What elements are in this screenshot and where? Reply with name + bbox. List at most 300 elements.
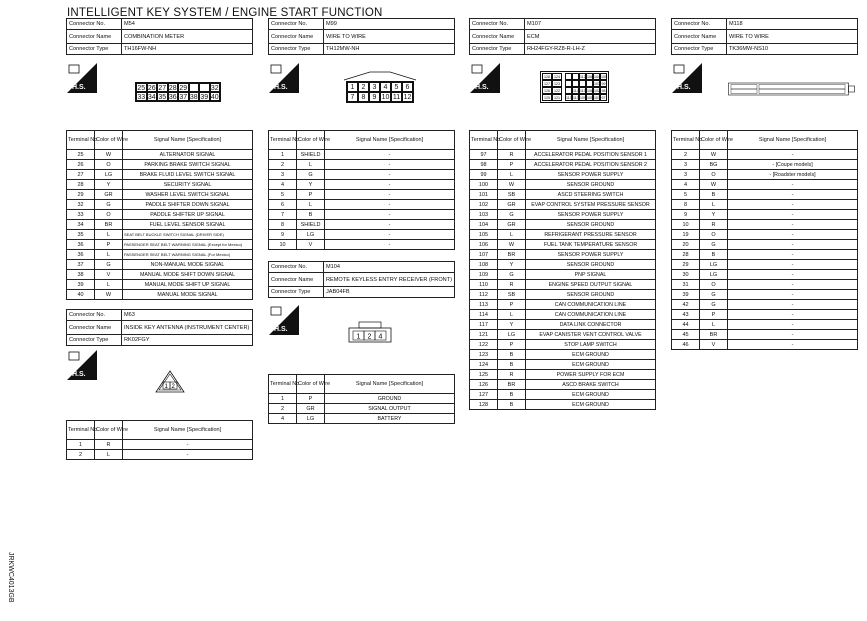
terminal-cell: 9 <box>672 210 700 220</box>
connector-pin: 98 <box>601 89 606 93</box>
table-row <box>672 290 858 300</box>
table-row <box>269 210 455 220</box>
signal-cell: ENGINE SPEED OUTPUT SIGNAL <box>526 280 656 290</box>
terminal-cell: 29 <box>67 190 95 200</box>
signal-cell: - <box>728 280 858 290</box>
color-cell: G <box>700 300 728 310</box>
harness-side-icon <box>672 63 702 93</box>
terminal-cell: 3 <box>672 160 700 170</box>
terminal-cell: 103 <box>470 210 498 220</box>
color-cell: LG <box>498 330 526 340</box>
connector-m63-info: Connector No. M63 Connector Name INSIDE KEY ANTENNA (INSTRUMENT CENTER) Connector Type RK02FGY <box>66 309 253 346</box>
signal-cell: ACCELERATOR PEDAL POSITION SENSOR 1 <box>526 150 656 160</box>
color-cell: P <box>95 240 123 250</box>
color-cell: P <box>700 310 728 320</box>
terminal-cell: 124 <box>470 360 498 370</box>
signal-cell: - <box>728 210 858 220</box>
table-row <box>269 230 455 240</box>
m104-type: JAB04FB <box>324 287 455 298</box>
color-cell: P <box>498 160 526 170</box>
m54-terminal-table: Terminal No. Color of Wire Signal Name [Specification] 25 W ALTERNATOR SIGNAL 26 O PARKING BRAKE SWITCH SIGNAL 27 LG BRAKE FLUID LEVEL SWITCH SIGNAL 28 Y SECURITY SIGNAL 29 GR WASHER LEVEL SWITCH SIGNAL 32 G PADDLE SHIFTER DOWN SIGNAL 33 O PADDLE SHIFTER UP SIGNAL 34 BR FUEL LEVEL SENSOR SIGNAL 35 L SEAT BELT BUCKLE SWITCH SIGNAL (DRIVER SIDE) 36 P PASSENGER SEAT BELT WARNING SIGNAL (Except for Mexico) 36 L PASSENGER SEAT BELT WARNING SIGNAL (For Mexico) 37 G NON-MANUAL MODE SIGNAL 38 V MANUAL MODE SHIFT DOWN SIGNAL 39 L MANUAL MODE SHIFT UP SIGNAL 40 W MANUAL MODE SIGNAL <box>66 130 253 300</box>
signal-cell: FUEL TANK TEMPERATURE SENSOR <box>526 240 656 250</box>
signal-cell: - <box>325 170 455 180</box>
table-row <box>67 220 253 230</box>
m118-no: M118 <box>727 19 858 30</box>
color-cell: BR <box>498 380 526 390</box>
connector-pin: 105 <box>587 96 593 100</box>
connector-m54-info: Connector No. M54 Connector Name COMBINATION METER Connector Type TH16FW-NH <box>66 18 253 55</box>
table-row <box>67 450 253 460</box>
color-cell: SHIELD <box>297 220 325 230</box>
table-row <box>269 180 455 190</box>
color-cell: SHIELD <box>297 150 325 160</box>
terminal-cell: 112 <box>470 290 498 300</box>
table-row <box>67 190 253 200</box>
terminal-cell: 8 <box>672 200 700 210</box>
signal-cell: MANUAL MODE SHIFT UP SIGNAL <box>123 280 253 290</box>
table-row <box>67 440 253 450</box>
connector-pin: 26 <box>147 85 156 92</box>
table-row <box>470 190 656 200</box>
m118-terminal-table: Terminal No. Color of Wire Signal Name [Specification] 2 W - 3 BG - [Coupe models] 3 O - [Roadster models] 4 W - 5 B - 8 L - 9 Y - 10 R - 19 O - 20 G - 28 B - 29 LG - 30 LG - 31 O - 39 G - 42 G - 43 P - 44 L - 45 BR - 46 V - <box>671 130 858 350</box>
connector-pin: 103 <box>594 82 600 86</box>
color-cell: W <box>498 240 526 250</box>
connector-pin: 25 <box>137 85 146 92</box>
terminal-cell: 2 <box>672 150 700 160</box>
table-row <box>67 270 253 280</box>
terminal-cell: 39 <box>672 290 700 300</box>
table-row <box>269 200 455 210</box>
signal-cell: ECM GROUND <box>526 350 656 360</box>
terminal-cell: 102 <box>470 200 498 210</box>
terminal-cell: 42 <box>672 300 700 310</box>
table-row <box>672 230 858 240</box>
terminal-cell: 4 <box>269 180 297 190</box>
connector-pin: 34 <box>147 94 156 101</box>
color-cell: G <box>700 290 728 300</box>
table-row <box>672 250 858 260</box>
signal-cell: - <box>728 240 858 250</box>
signal-cell: MANUAL MODE SHIFT DOWN SIGNAL <box>123 270 253 280</box>
color-cell: Y <box>95 180 123 190</box>
table-row <box>67 200 253 210</box>
terminal-cell: 32 <box>67 200 95 210</box>
figure-code: JRKWC4013GB <box>7 552 14 603</box>
color-cell: B <box>498 350 526 360</box>
m54-type: TH16FW-NH <box>122 44 253 55</box>
m107-no: M107 <box>525 19 656 30</box>
color-cell: G <box>700 240 728 250</box>
color-cell: V <box>95 270 123 280</box>
color-cell: Y <box>700 210 728 220</box>
signal-cell: - <box>728 230 858 240</box>
table-row <box>672 310 858 320</box>
m118-connector-face <box>728 82 856 96</box>
svg-text:2: 2 <box>367 333 372 341</box>
terminal-cell: 121 <box>470 330 498 340</box>
table-row <box>470 310 656 320</box>
signal-cell: - <box>325 150 455 160</box>
connector-pin: 33 <box>137 94 146 101</box>
terminal-cell: 20 <box>672 240 700 250</box>
color-cell: LG <box>700 260 728 270</box>
table-row <box>672 260 858 270</box>
connector-pin <box>579 80 586 87</box>
color-cell: R <box>498 280 526 290</box>
color-cell: Y <box>498 320 526 330</box>
color-cell: B <box>498 400 526 410</box>
table-row <box>470 350 656 360</box>
table-row <box>470 390 656 400</box>
terminal-cell: 43 <box>672 310 700 320</box>
m99-pin-grid <box>346 81 414 103</box>
connector-pin: 122 <box>554 89 560 93</box>
svg-text:1: 1 <box>356 333 361 341</box>
m118-type: TK36MW-NS10 <box>727 44 858 55</box>
color-cell: W <box>498 180 526 190</box>
table-row <box>672 210 858 220</box>
m63-name: INSIDE KEY ANTENNA (INSTRUMENT CENTER) <box>122 321 253 335</box>
table-row <box>470 150 656 160</box>
color-cell: P <box>498 340 526 350</box>
signal-cell: SENSOR POWER SUPPLY <box>526 170 656 180</box>
color-cell: O <box>95 210 123 220</box>
terminal-cell: 36 <box>67 250 95 260</box>
svg-text:H.S.: H.S. <box>72 84 86 91</box>
table-row <box>67 180 253 190</box>
color-cell: BR <box>95 220 123 230</box>
table-row <box>269 414 455 424</box>
connector-pin: 4 <box>380 82 391 92</box>
color-cell: L <box>498 310 526 320</box>
connector-pin: 11 <box>392 94 401 101</box>
signal-cell: - <box>728 290 858 300</box>
terminal-cell: 108 <box>470 260 498 270</box>
signal-cell: PNP SIGNAL <box>526 270 656 280</box>
connector-pin: 27 <box>158 85 167 92</box>
svg-text:H.S.: H.S. <box>274 84 288 91</box>
table-row <box>672 240 858 250</box>
connector-pin <box>572 80 579 87</box>
terminal-cell: 117 <box>470 320 498 330</box>
table-row <box>269 150 455 160</box>
connector-pin <box>572 73 579 80</box>
terminal-cell: 126 <box>470 380 498 390</box>
svg-text:1: 1 <box>164 384 168 390</box>
terminal-cell: 37 <box>67 260 95 270</box>
signal-cell: - <box>728 200 858 210</box>
terminal-cell: 40 <box>67 290 95 300</box>
connector-pin: 99 <box>601 82 606 86</box>
signal-cell: NON-MANUAL MODE SIGNAL <box>123 260 253 270</box>
table-row <box>67 230 253 240</box>
m99-type: TH12MW-NH <box>324 44 455 55</box>
signal-cell: BATTERY <box>325 414 455 424</box>
table-row <box>269 240 455 250</box>
terminal-cell: 45 <box>672 330 700 340</box>
terminal-cell: 125 <box>470 370 498 380</box>
color-cell: L <box>95 250 123 260</box>
terminal-cell: 28 <box>672 250 700 260</box>
color-cell: L <box>498 230 526 240</box>
color-cell: R <box>498 370 526 380</box>
terminal-cell: 19 <box>672 230 700 240</box>
color-cell: G <box>95 200 123 210</box>
color-cell: W <box>700 150 728 160</box>
terminal-cell: 100 <box>470 180 498 190</box>
connector-pin: 39 <box>200 94 209 101</box>
signal-cell: PADDLE SHIFTER UP SIGNAL <box>123 210 253 220</box>
terminal-cell: 33 <box>67 210 95 220</box>
terminal-cell: 110 <box>470 280 498 290</box>
signal-cell: - <box>728 150 858 160</box>
table-row <box>67 290 253 300</box>
terminal-cell: 104 <box>470 220 498 230</box>
table-row <box>470 260 656 270</box>
connector-pin: 1 <box>347 82 358 92</box>
color-cell: L <box>297 160 325 170</box>
signal-cell: SENSOR GROUND <box>526 180 656 190</box>
table-row <box>672 300 858 310</box>
table-row <box>470 180 656 190</box>
connector-pin: 104 <box>594 75 600 79</box>
m63-connector-face <box>155 370 185 394</box>
table-row <box>470 250 656 260</box>
signal-cell: POWER SUPPLY FOR ECM <box>526 370 656 380</box>
color-cell: GR <box>498 200 526 210</box>
svg-text:2: 2 <box>171 384 175 390</box>
connector-pin <box>565 87 572 94</box>
m104-no: M104 <box>324 262 455 273</box>
table-row <box>470 240 656 250</box>
signal-cell: EVAP CONTROL SYSTEM PRESSURE SENSOR <box>526 200 656 210</box>
color-cell: GR <box>498 220 526 230</box>
signal-cell: - <box>325 230 455 240</box>
terminal-cell: 31 <box>672 280 700 290</box>
table-row <box>470 210 656 220</box>
terminal-cell: 26 <box>67 160 95 170</box>
color-cell: O <box>700 230 728 240</box>
color-cell: B <box>498 360 526 370</box>
connector-pin: 128 <box>544 75 550 79</box>
color-cell: L <box>498 170 526 180</box>
table-row <box>672 280 858 290</box>
terminal-cell: 25 <box>67 150 95 160</box>
terminal-cell: 6 <box>269 200 297 210</box>
color-cell: SB <box>498 290 526 300</box>
terminal-cell: 38 <box>67 270 95 280</box>
color-cell: LG <box>297 414 325 424</box>
terminal-cell: 1 <box>67 440 95 450</box>
connector-pin: 100 <box>601 75 607 79</box>
connector-pin: 121 <box>554 96 560 100</box>
m118-name: WIRE TO WIRE <box>727 30 858 44</box>
color-cell: LG <box>700 270 728 280</box>
connector-pin: 124 <box>554 75 560 79</box>
table-row <box>470 330 656 340</box>
m63-terminal-table: Terminal No. Color of Wire Signal Name [Specification] 1 R - 2 L - <box>66 420 253 460</box>
connector-m99-info: Connector No. M99 Connector Name WIRE TO WIRE Connector Type TH12MW-NH <box>268 18 455 55</box>
signal-cell: PARKING BRAKE SWITCH SIGNAL <box>123 160 253 170</box>
m107-name: ECM <box>525 30 656 44</box>
table-row <box>470 340 656 350</box>
signal-cell: EVAP CANISTER VENT CONTROL VALVE <box>526 330 656 340</box>
color-cell: B <box>498 390 526 400</box>
connector-pin: 127 <box>544 82 550 86</box>
connector-pin: 117 <box>566 96 572 100</box>
color-cell: GR <box>297 404 325 414</box>
connector-m104-info: Connector No. M104 Connector Name REMOTE KEYLESS ENTRY RECEIVER (FRONT) Connector Type JAB04FB <box>268 261 455 298</box>
connector-pin <box>586 80 593 87</box>
signal-cell: - <box>325 200 455 210</box>
connector-pin: 37 <box>179 94 188 101</box>
signal-cell: STOP LAMP SWITCH <box>526 340 656 350</box>
table-row <box>470 200 656 210</box>
signal-cell: PASSENGER SEAT BELT WARNING SIGNAL (Except for Mexico) <box>123 240 253 250</box>
table-row <box>269 394 455 404</box>
terminal-cell: 3 <box>269 170 297 180</box>
signal-cell: - <box>325 190 455 200</box>
terminal-cell: 122 <box>470 340 498 350</box>
signal-cell: MANUAL MODE SIGNAL <box>123 290 253 300</box>
signal-cell: REFRIGERANT PRESSURE SENSOR <box>526 230 656 240</box>
terminal-cell: 2 <box>67 450 95 460</box>
table-row <box>269 160 455 170</box>
color-cell: O <box>95 160 123 170</box>
color-cell: O <box>700 170 728 180</box>
connector-pin: 97 <box>601 96 606 100</box>
color-cell: G <box>95 260 123 270</box>
color-cell: B <box>700 190 728 200</box>
terminal-cell: 123 <box>470 350 498 360</box>
connector-pin: 35 <box>158 94 167 101</box>
color-cell: W <box>95 150 123 160</box>
table-row <box>470 300 656 310</box>
table-row <box>67 240 253 250</box>
signal-cell: - <box>325 210 455 220</box>
color-cell: O <box>700 280 728 290</box>
connector-pin: 28 <box>168 85 177 92</box>
table-row <box>672 150 858 160</box>
signal-cell: - <box>728 220 858 230</box>
signal-cell: ECM GROUND <box>526 390 656 400</box>
table-row <box>67 210 253 220</box>
table-row <box>672 200 858 210</box>
table-row <box>672 320 858 330</box>
color-cell: BG <box>700 160 728 170</box>
color-cell: SB <box>498 190 526 200</box>
color-cell: GR <box>95 190 123 200</box>
signal-cell: - <box>728 180 858 190</box>
signal-cell: - [Roadster models] <box>728 170 858 180</box>
terminal-cell: 105 <box>470 230 498 240</box>
terminal-cell: 36 <box>67 240 95 250</box>
table-row <box>269 404 455 414</box>
color-cell: R <box>498 150 526 160</box>
table-row <box>470 270 656 280</box>
terminal-cell: 109 <box>470 270 498 280</box>
terminal-cell: 35 <box>67 230 95 240</box>
m107-terminal-table: Terminal No. Color of Wire Signal Name [Specification] 97 R ACCELERATOR PEDAL POSITION SENSOR 1 98 P ACCELERATOR PEDAL POSITION SENSOR 2 99 L SENSOR POWER SUPPLY 100 W SENSOR GROUND 101 SB ASCD STEERING SWITCH 102 GR EVAP CONTROL SYSTEM PRESSURE SENSOR 103 G SENSOR POWER SUPPLY 104 GR SENSOR GROUND 105 L REFRIGERANT PRESSURE SENSOR 106 W FUEL TANK TEMPERATURE SENSOR 107 BR SENSOR POWER SUPPLY 108 Y SENSOR GROUND 109 G PNP SIGNAL 110 R ENGINE SPEED OUTPUT SIGNAL 112 SB SENSOR GROUND 113 P CAN COMMUNICATION LINE 114 L CAN COMMUNICATION LINE 117 Y DATA LINK CONNECTOR 121 LG EVAP CANISTER VENT CONTROL VALVE 122 P STOP LAMP SWITCH 123 B ECM GROUND 124 B ECM GROUND 125 R POWER SUPPLY FOR ECM 126 BR ASCD BRAKE SWITCH 127 B ECM GROUND 128 B ECM GROUND <box>469 130 656 410</box>
table-row <box>672 190 858 200</box>
m104-connector-face <box>347 320 393 344</box>
m63-type: RK02FGY <box>122 335 253 346</box>
connector-pin: 6 <box>402 82 413 92</box>
table-row <box>67 150 253 160</box>
connector-pin: 112 <box>580 75 586 79</box>
m104-name: REMOTE KEYLESS ENTRY RECEIVER (FRONT) <box>324 273 455 287</box>
connector-pin: 101 <box>594 96 600 100</box>
terminal-cell: 5 <box>269 190 297 200</box>
terminal-cell: 27 <box>67 170 95 180</box>
terminal-cell: 106 <box>470 240 498 250</box>
table-row <box>470 170 656 180</box>
terminal-cell: 28 <box>67 180 95 190</box>
terminal-cell: 99 <box>470 170 498 180</box>
harness-side-icon <box>470 63 500 93</box>
terminal-cell: 30 <box>672 270 700 280</box>
color-cell: R <box>95 440 123 450</box>
svg-text:H.S.: H.S. <box>475 84 489 91</box>
connector-pin: 38 <box>189 94 198 101</box>
connector-pin <box>199 83 210 92</box>
signal-cell: DATA LINK CONNECTOR <box>526 320 656 330</box>
page-title: INTELLIGENT KEY SYSTEM / ENGINE START FUNCTION <box>67 7 383 19</box>
table-row <box>672 270 858 280</box>
connector-pin: 32 <box>210 85 219 92</box>
signal-cell: SEAT BELT BUCKLE SWITCH SIGNAL (DRIVER SIDE) <box>123 230 253 240</box>
harness-side-icon <box>269 63 299 93</box>
terminal-cell: 2 <box>269 404 297 414</box>
table-row <box>672 220 858 230</box>
connector-m118-info: Connector No. M118 Connector Name WIRE TO WIRE Connector Type TK36MW-NS10 <box>671 18 858 55</box>
connector-pin: 102 <box>594 89 600 93</box>
connector-pin: 108 <box>587 75 593 79</box>
connector-m107-info: Connector No. M107 Connector Name ECM Connector Type RH24FGY-RZ8-R-LH-Z <box>469 18 656 55</box>
table-row <box>470 160 656 170</box>
terminal-cell: 3 <box>672 170 700 180</box>
m99-terminal-table: Terminal No. Color of Wire Signal Name [Specification] 1 SHIELD - 2 L - 3 G - 4 Y - 5 P - 6 L - 7 B - 8 SHIELD - 9 LG - 10 V - <box>268 130 455 250</box>
color-cell: L <box>95 280 123 290</box>
connector-pin: 7 <box>347 92 358 102</box>
table-row <box>672 180 858 190</box>
signal-cell: PASSENGER SEAT BELT WARNING SIGNAL (For Mexico) <box>123 250 253 260</box>
color-cell: B <box>700 250 728 260</box>
signal-cell: ACCELERATOR PEDAL POSITION SENSOR 2 <box>526 160 656 170</box>
m104-terminal-table: Terminal No. Color of Wire Signal Name [Specification] 1 P GROUND 2 GR SIGNAL OUTPUT 4 LG BATTERY <box>268 374 455 424</box>
connector-pin: 126 <box>544 89 550 93</box>
signal-cell: GROUND <box>325 394 455 404</box>
harness-side-icon <box>67 63 97 93</box>
color-cell: V <box>297 240 325 250</box>
connector-pin: 110 <box>580 89 586 93</box>
signal-cell: - <box>728 260 858 270</box>
terminal-cell: 4 <box>269 414 297 424</box>
signal-cell: SECURITY SIGNAL <box>123 180 253 190</box>
table-row <box>672 340 858 350</box>
terminal-cell: 101 <box>470 190 498 200</box>
m54-connector-face <box>135 82 221 102</box>
m99-no: M99 <box>324 19 455 30</box>
connector-pin: 3 <box>369 82 380 92</box>
signal-cell: - <box>728 340 858 350</box>
svg-text:H.S.: H.S. <box>677 84 691 91</box>
connector-pin: 40 <box>210 94 219 101</box>
table-row <box>67 170 253 180</box>
terminal-cell: 2 <box>269 160 297 170</box>
table-row <box>470 230 656 240</box>
color-cell: L <box>700 320 728 330</box>
